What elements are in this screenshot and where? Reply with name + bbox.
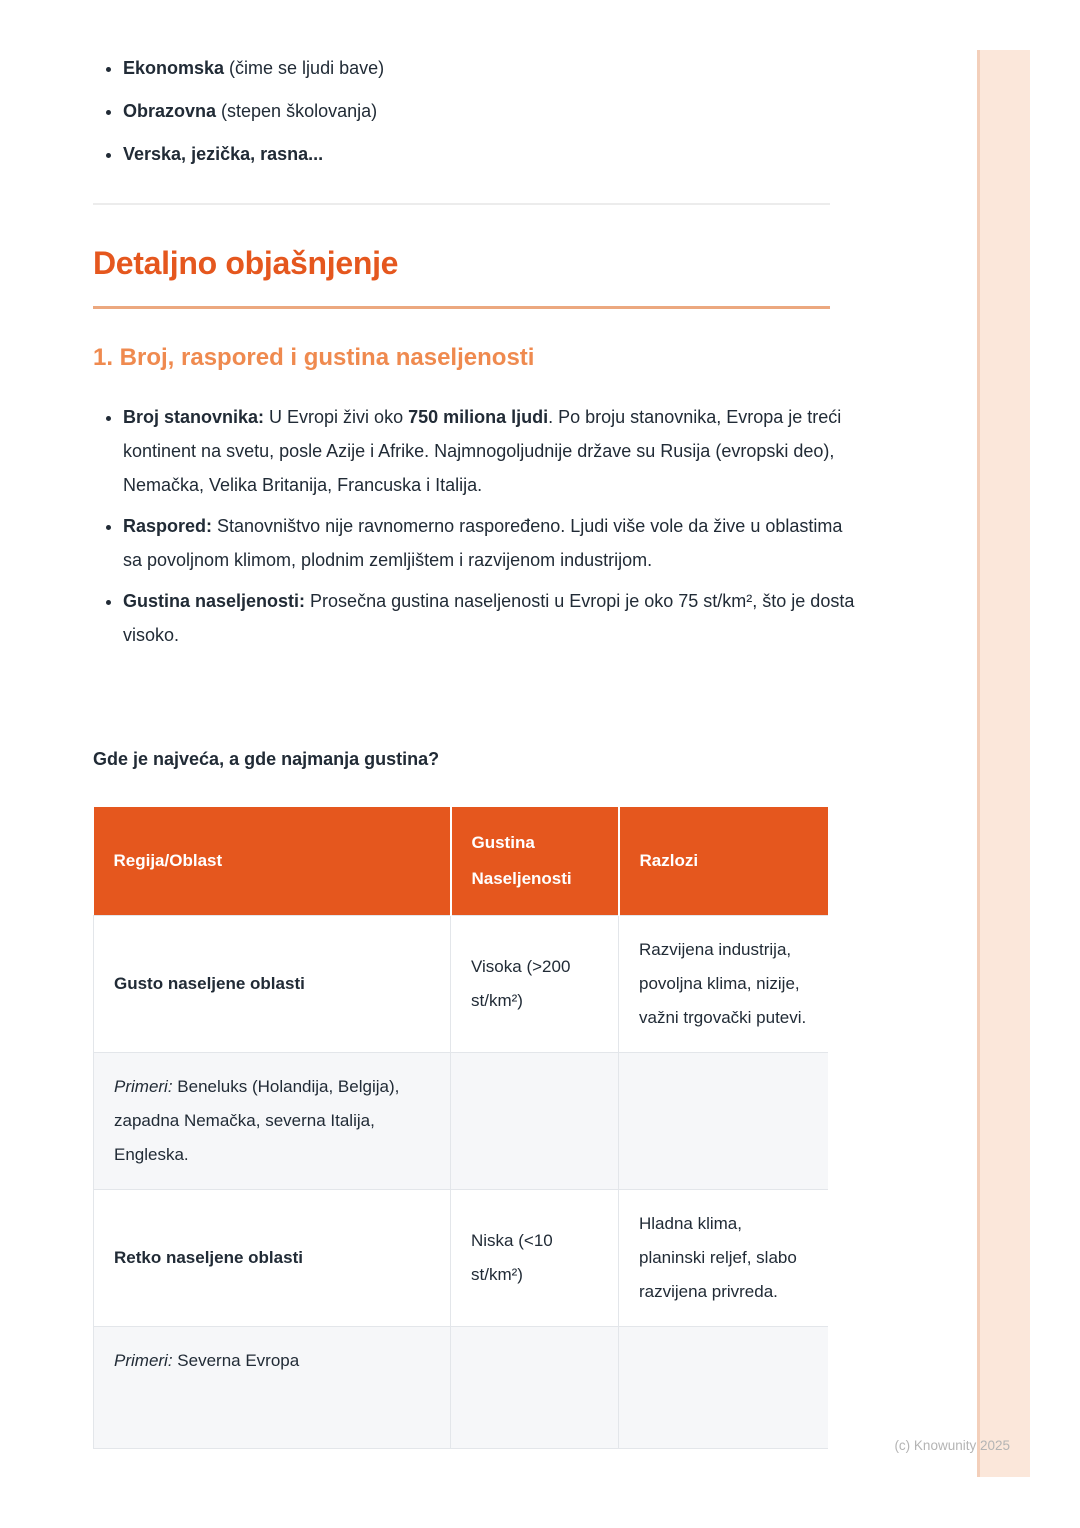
cell-region (94, 916, 451, 1053)
cell-region-label: Gusto naseljene oblasti (114, 974, 305, 993)
population-facts-list (93, 400, 860, 659)
cell-density: Niska (<10 st/km²) (451, 1190, 619, 1327)
column-header-reasons: Razlozi (619, 807, 829, 916)
cell-examples-label: Primeri: (114, 1351, 173, 1370)
list-item (123, 584, 860, 652)
section-divider (93, 203, 830, 205)
cell-reasons: Razvijena industrija, povoljna klima, nizije, važni trgovački putevi. (619, 916, 829, 1053)
list-item-text: U Evropi živi oko (264, 407, 409, 427)
list-item (123, 137, 860, 171)
list-item-term: Ekonomska (123, 58, 225, 78)
list-item (123, 509, 860, 577)
subsection-title: 1. Broj, raspored i gustina naseljenosti (93, 344, 535, 371)
copyright-watermark: (c) Knowunity 2025 (894, 1438, 1010, 1453)
cell-reasons: Hladna klima, planinski reljef, slabo razvijena privreda. (619, 1190, 829, 1327)
list-item-term: Raspored: (123, 516, 213, 536)
structure-types-list (93, 51, 860, 180)
column-header-region: Regija/Oblast (94, 807, 451, 916)
table-row (94, 1190, 829, 1327)
section-title: Detaljno objašnjenje (93, 245, 399, 281)
section-title-underline (93, 306, 830, 309)
cell-reasons (619, 1053, 829, 1190)
cell-examples-label: Primeri: (114, 1077, 173, 1096)
cell-region (94, 1053, 451, 1190)
list-item-term: Verska, jezička, rasna... (123, 144, 324, 164)
cell-density (451, 1053, 619, 1190)
density-table-wrapper (93, 807, 828, 1477)
list-item-term: Gustina naseljenosti: (123, 591, 306, 611)
cell-examples-text: Severna Evropa (172, 1351, 300, 1370)
cell-region (94, 1327, 451, 1449)
list-item (123, 51, 860, 85)
cell-region-label: Retko naseljene oblasti (114, 1248, 303, 1267)
cell-region (94, 1190, 451, 1327)
list-item-note: (stepen školovanja) (216, 101, 378, 121)
list-item-text: . Po broju stanovnika, Evropa je treći kontinent na svetu, posle Azije i Afrike. Najmnogoljudnije države su Rusija (evropski deo), Nemačka, Velika Britanija, Francuska i Italija. (123, 407, 842, 495)
cell-reasons (619, 1327, 829, 1449)
column-header-density: Gustina Naseljenosti (451, 807, 619, 916)
list-item-term: Broj stanovnika: (123, 407, 265, 427)
list-item-term: Obrazovna (123, 101, 217, 121)
list-item-text: Prosečna gustina naseljenosti u Evropi je oko 75 st/km², što je dosta visoko. (123, 591, 855, 645)
list-item (123, 400, 860, 502)
table-row (94, 1327, 829, 1449)
table-row (94, 1053, 829, 1190)
list-item (123, 94, 860, 128)
table-header (94, 807, 829, 916)
density-table (93, 807, 828, 1449)
table-row (94, 916, 829, 1053)
list-item-note: (čime se ljudi bave) (224, 58, 385, 78)
cell-examples-text: Beneluks (Holandija, Belgija), zapadna Nemačka, severna Italija, Engleska. (114, 1077, 400, 1164)
page-margin-stripe (977, 50, 1030, 1477)
list-item-text: Stanovništvo nije ravnomerno raspoređeno. Ljudi više vole da žive u oblastima sa povoljnom klimom, plodnim zemljištem i razvijenom industrijom. (123, 516, 843, 570)
question-heading: Gde je najveća, a gde najmanja gustina? (93, 749, 440, 769)
cell-density (451, 1327, 619, 1449)
list-item-highlight: 750 miliona ljudi (408, 407, 549, 427)
table-header-row (94, 807, 829, 916)
cell-density: Visoka (>200 st/km²) (451, 916, 619, 1053)
